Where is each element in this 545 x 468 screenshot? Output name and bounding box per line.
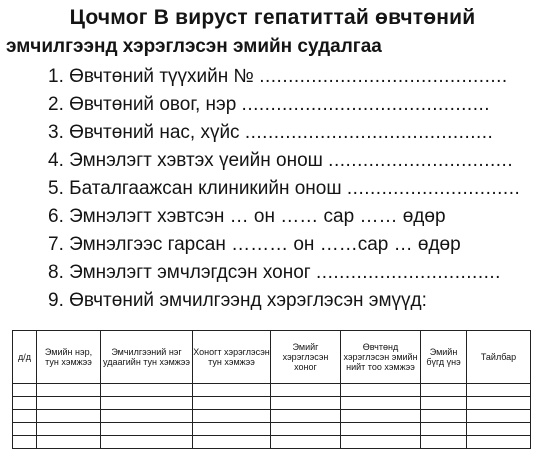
col-header-daily-dose: Хоногт хэрэглэсэн тун хэмжээ [193,331,271,384]
form-item-admission-date: 6. Эмнэлэгт хэвтсэн … он …… сар …… өдөр [48,206,446,227]
survey-title-line1: Цочмог В вируст гепатиттай өвчтөний [69,6,476,29]
drug-usage-table [12,330,531,449]
col-header-price: Эмийн бүгд үнэ [421,331,467,384]
col-header-drug-name: Эмийн нэр, тун хэмжээ [37,331,101,384]
table-row [13,397,531,410]
survey-title-line2: эмчилгээнд хэрэглэсэн эмийн судалгаа [6,36,382,57]
form-item-age-sex: 3. Өвчтөний нас, хүйс ........................................... [48,122,494,143]
form-item-admission-diagnosis: 4. Эмнэлэгт хэвтэх үеийн онош ................................ [48,150,514,171]
table-row [13,410,531,423]
form-item-treatment-days: 8. Эмнэлэгт эмчлэгдсэн хоног ................................ [48,262,501,283]
col-header-index: д/д [13,331,37,384]
table-row [13,384,531,397]
form-item-clinical-diagnosis: 5. Баталгаажсан клиникийн онош .............................. [48,178,521,199]
col-header-days: Эмийг хэрэглэсэн хоног [271,331,341,384]
col-header-note: Тайлбар [467,331,531,384]
col-header-single-dose: Эмчилгээний нэг удаагийн тун хэмжээ [101,331,193,384]
form-item-discharge-date: 7. Эмнэлгээс гарсан ……… он ……сар … өдөр [48,234,461,255]
table-header-row [13,331,531,384]
table-row [13,423,531,436]
form-item-patient-name: 2. Өвчтөний овог, нэр ........................................... [48,94,491,115]
form-item-history-number: 1. Өвчтөний түүхийн № ........................................... [48,66,508,87]
table-row [13,436,531,449]
form-item-drugs-used: 9. Өвчтөний эмчилгээнд хэрэглэсэн эмүүд: [48,290,427,311]
col-header-total-quantity: Өвчтөнд хэрэглэсэн эмийн нийт тоо хэмжээ [341,331,421,384]
